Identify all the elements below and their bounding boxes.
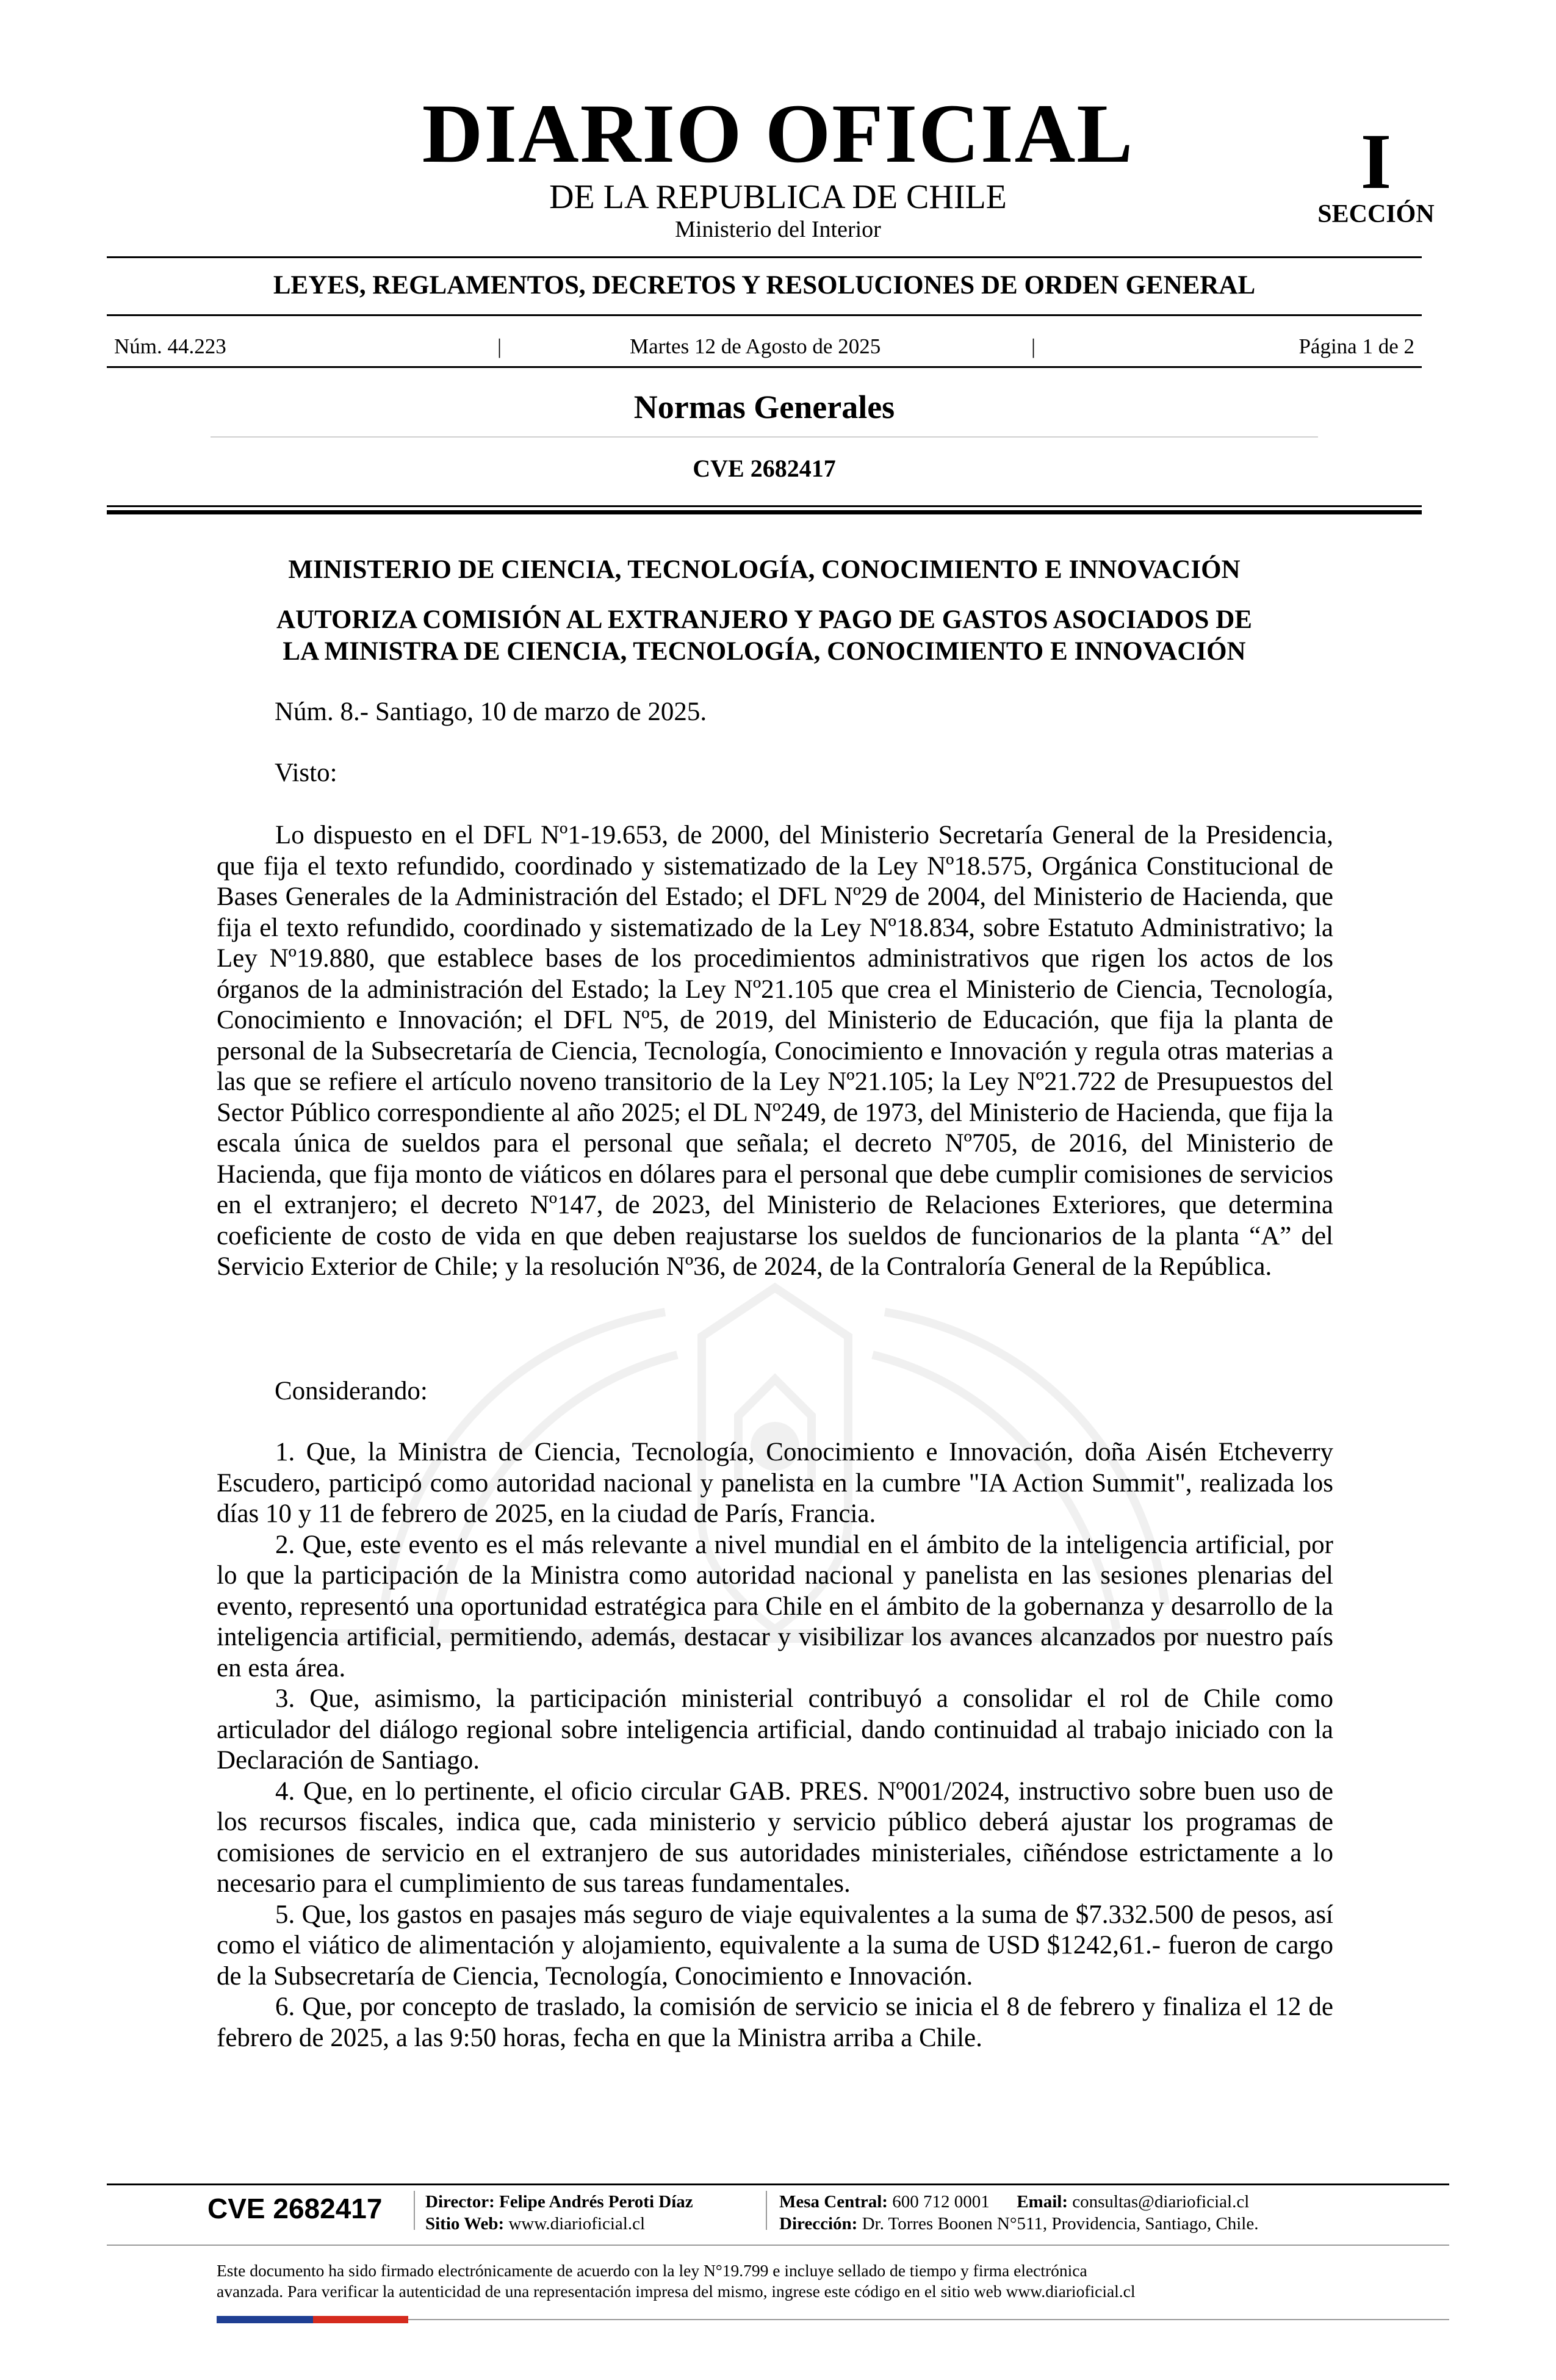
visto-paragraph	[217, 820, 1333, 1283]
masthead-ministry: Ministerio del Interior	[675, 217, 881, 242]
footer-divider-thin	[107, 2245, 1449, 2246]
address-label: Dirección:	[779, 2214, 858, 2234]
website-link[interactable]: www.diarioficial.cl	[508, 2214, 646, 2234]
footer-address	[779, 2213, 1258, 2235]
document-title-line-2: LA MINISTRA DE CIENCIA, TECNOLOGÍA, CONOCIMIENTO E INNOVACIÓN	[283, 637, 1246, 666]
footer-separator	[766, 2191, 767, 2230]
info-separator: |	[1031, 334, 1036, 358]
divider	[107, 366, 1422, 368]
visto-label: Visto:	[275, 759, 337, 787]
email-link[interactable]: consultas@diarioficial.cl	[1072, 2192, 1250, 2212]
footer-bottom-line	[408, 2319, 1449, 2320]
considerando-label: Considerando:	[275, 1377, 428, 1405]
flag-stripe-red	[313, 2316, 408, 2323]
director-name: Felipe Andrés Peroti Díaz	[499, 2192, 693, 2212]
masthead-subtitle: DE LA REPUBLICA DE CHILE	[549, 178, 1007, 216]
director-label: Director:	[425, 2192, 495, 2212]
considerando-item: 5. Que, los gastos en pasajes más seguro de viaje equivalentes a la suma de $7.332.500 de pesos, así como el viático de alimentación y alojamiento, equivalente a la suma de USD $1242,61.- fueron de cargo de la Subsecretaría de Ciencia, Tecnología, Conocimiento e Innovación.	[217, 1900, 1333, 1991]
section-label: SECCIÓN	[1317, 200, 1435, 228]
considerando-item: 4. Que, en lo pertinente, el oficio circular GAB. PRES. Nº001/2024, instructivo sobre buen uso de los recursos fiscales, indica que, cada ministerio y servicio público deberá ajustar los programas de comisiones de servicio en el extranjero de sus autoridades ministeriales, ciñéndose estrictamente a lo necesario para el cumplimiento de sus tareas fundamentales.	[217, 1776, 1333, 1898]
footer-cve-code: CVE 2682417	[207, 2193, 383, 2224]
issue-info-bar	[107, 334, 1422, 359]
ministry-heading: MINISTERIO DE CIENCIA, TECNOLOGÍA, CONOCIMIENTO E INNOVACIÓN	[288, 555, 1241, 584]
considerando-item: 1. Que, la Ministra de Ciencia, Tecnología, Conocimiento e Innovación, doña Aisén Etcheverry Escudero, participó como autoridad nacional y panelista en la cumbre "IA Action Summit", realizada los días 10 y 11 de febrero de 2025, en la ciudad de París, Francia.	[217, 1438, 1333, 1528]
footer-separator	[414, 2191, 415, 2230]
divider	[107, 256, 1422, 258]
considerando-item: 2. Que, este evento es el más relevante a nivel mundial en el ámbito de la inteligencia artificial, por lo que la participación de la Ministra como autoridad nacional y panelista en las sesiones plenarias del evento, representó una oportunidad estratégica para Chile en el ámbito de la gobernanza y desarrollo de la inteligencia artificial, permitiendo, además, destacar y visibilizar los avances alcanzados por nuestro país en esta área.	[217, 1530, 1333, 1682]
section-title: Normas Generales	[633, 389, 895, 425]
footer-website	[425, 2213, 645, 2235]
divider	[107, 314, 1422, 316]
footer-contact	[779, 2191, 1249, 2213]
page-indicator: Página 1 de 2	[1298, 334, 1414, 358]
cve-code: CVE 2682417	[693, 455, 836, 482]
thin-divider	[211, 436, 1318, 438]
legal-line-2: avanzada. Para verificar la autenticidad de una representación impresa del mismo, ingrese este código en el sitio web www.diarioficial.cl	[217, 2282, 1136, 2301]
phone-label: Mesa Central:	[779, 2192, 888, 2212]
phone-value: 600 712 0001	[892, 2192, 990, 2212]
considerandos-list	[217, 1437, 1333, 2054]
legal-line-1: Este documento ha sido firmado electrónicamente de acuerdo con la ley N°19.799 e incluye sellado de tiempo y firma electrónica	[217, 2261, 1087, 2280]
flag-stripe-blue	[217, 2316, 313, 2323]
email-label: Email:	[1017, 2192, 1068, 2212]
footer-divider	[107, 2183, 1449, 2185]
section-numeral: I	[1360, 118, 1392, 206]
divider	[107, 505, 1422, 507]
issue-date: Martes 12 de Agosto de 2025	[630, 334, 881, 358]
masthead-title: DIARIO OFICIAL	[422, 87, 1134, 180]
considerando-item: 3. Que, asimismo, la participación ministerial contribuyó a consolidar el rol de Chile como articulador del diálogo regional sobre inteligencia artificial, dando continuidad al trabajo iniciado con la Declaración de Santiago.	[217, 1684, 1333, 1775]
divider-thick	[107, 510, 1422, 514]
footer-director	[425, 2191, 693, 2213]
legal-notice	[217, 2260, 1333, 2302]
decree-number-date: Núm. 8.- Santiago, 10 de marzo de 2025.	[275, 698, 707, 726]
considerando-item: 6. Que, por concepto de traslado, la comisión de servicio se inicia el 8 de febrero y finaliza el 12 de febrero de 2025, a las 9:50 horas, fecha en que la Ministra arriba a Chile.	[217, 1992, 1333, 2052]
issue-number: Núm. 44.223	[114, 334, 226, 358]
document-title-line-1: AUTORIZA COMISIÓN AL EXTRANJERO Y PAGO DE GASTOS ASOCIADOS DE	[276, 605, 1252, 634]
address-value: Dr. Torres Boonen N°511, Providencia, Santiago, Chile.	[862, 2214, 1259, 2234]
website-label: Sitio Web:	[425, 2214, 505, 2234]
info-separator: |	[497, 334, 502, 358]
series-title: LEYES, REGLAMENTOS, DECRETOS Y RESOLUCIONES DE ORDEN GENERAL	[273, 271, 1256, 300]
visto-text: Lo dispuesto en el DFL Nº1-19.653, de 2000, del Ministerio Secretaría General de la Presidencia, que fija el texto refundido, coordinado y sistematizado de la Ley Nº18.575, Orgánica Constitucional de Bases Generales de la Administración del Estado; el DFL Nº29 de 2004, del Ministerio de Hacienda, que fija el texto refundido, coordinado y sistematizado de la Ley Nº18.834, sobre Estatuto Administrativo; la Ley Nº19.880, que establece bases de los procedimientos administrativos que rigen los actos de los órganos de la administración del Estado; la Ley Nº21.105 que crea el Ministerio de Ciencia, Tecnología, Conocimiento e Innovación; el DFL Nº5, de 2019, del Ministerio de Educación, que fija la planta de personal de la Subsecretaría de Ciencia, Tecnología, Conocimiento e Innovación y regula otras materias a las que se refiere el artículo noveno transitorio de la Ley Nº21.105; la Ley Nº21.722 de Presupuestos del Sector Público correspondiente al año 2025; el DL Nº249, de 1973, del Ministerio de Hacienda, que fija la escala única de sueldos para el personal que señala; el decreto Nº705, de 2016, del Ministerio de Hacienda, que fija monto de viáticos en dólares para el personal que debe cumplir comisiones de servicios en el extranjero; el decreto Nº147, de 2023, del Ministerio de Relaciones Exteriores, que determina coeficiente de costo de vida en que deben reajustarse los sueldos de funcionarios de la planta “A” del Servicio Exterior de Chile; y la resolución Nº36, de 2024, de la Contraloría General de la República.	[217, 821, 1333, 1281]
